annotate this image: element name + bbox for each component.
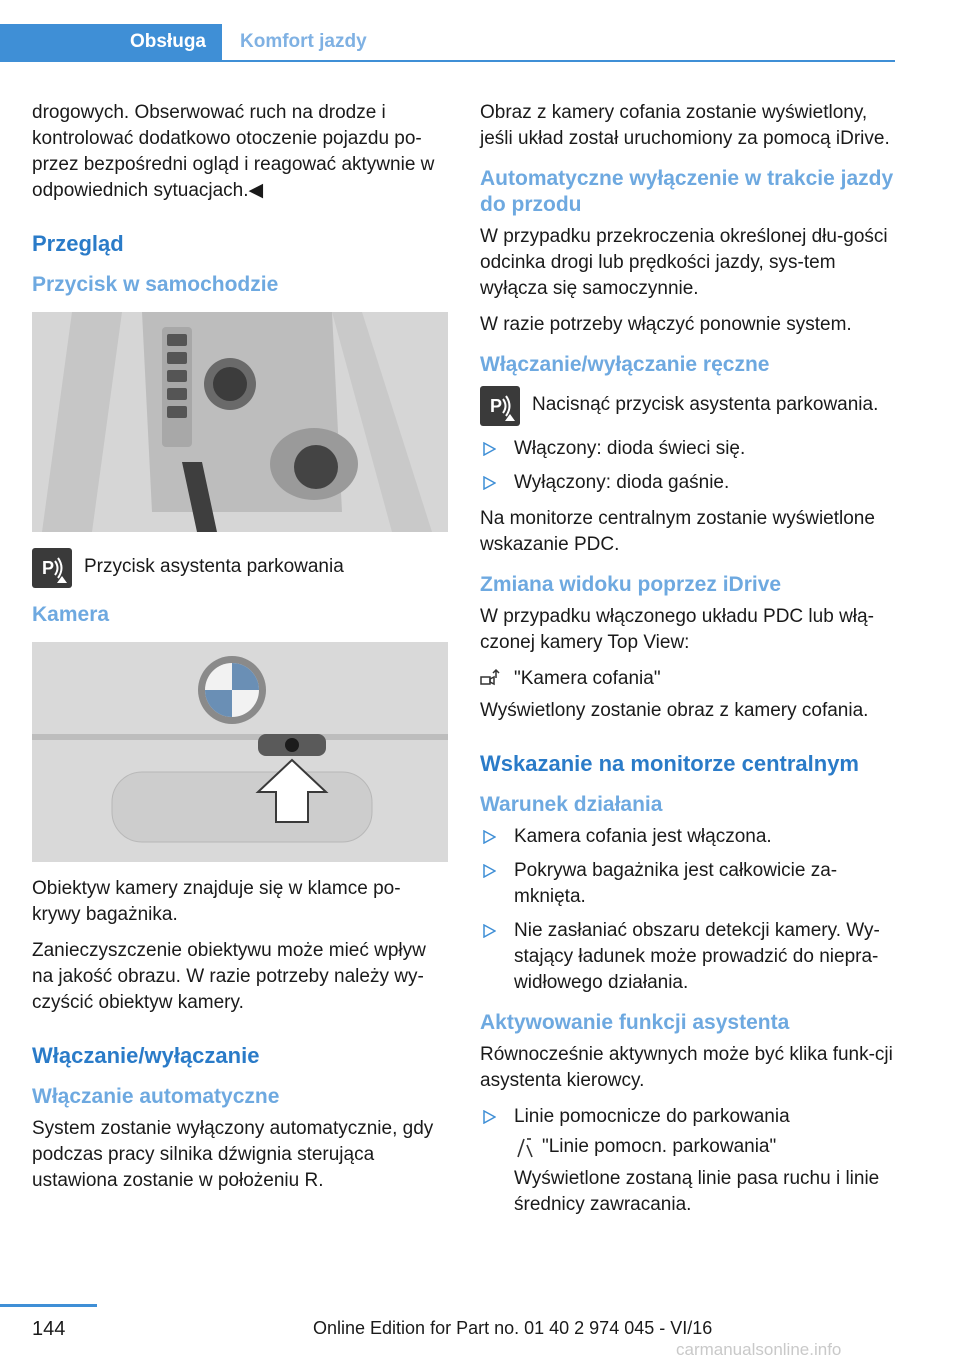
auto-off-paragraph-1: W przypadku przekroczenia określonej dłu‐gości odcinka drogi lub prędkości jazdy, sys‐tem wyłącza się samoczynnie. [480,226,888,299]
intro-paragraph: drogowych. Obserwować ruch na drodze i kontrolować dodatkowo otoczenie pojazdu po‐przez bezpośredni ogląd i reagować aktywnie w odpowiednich sytuacjach.◀ [32,102,435,201]
manual-paragraph: Na monitorze centralnym zostanie wyświetlone wskazanie PDC. [480,508,875,555]
header-tabs [0,24,895,62]
svg-text:P: P [490,396,503,416]
triangle-right-icon [482,1110,496,1124]
heading-on-off: Włączanie/wyłączanie [32,1043,260,1068]
button-caption: Przycisk asystenta parkowania [84,556,344,577]
left-column [32,100,448,1204]
center-console-illustration [32,312,448,532]
heading-auto-on: Włączanie automatyczne [32,1085,280,1108]
right-intro-paragraph: Obraz z kamery cofania zostanie wyświetlony, jeśli układ został uruchomiony za pomocą iDrive. [480,102,890,149]
tab-obsluga[interactable]: Obsługa [0,24,222,60]
triangle-right-icon [482,442,496,456]
manual-list [480,436,896,496]
camera-photo [32,642,448,862]
camera-menu-row [480,666,896,692]
svg-text:P: P [42,558,55,578]
triangle-right-icon [482,476,496,490]
manual-instruction: Nacisnąć przycisk asystenta parkowania. [532,394,879,415]
auto-on-paragraph: System zostanie wyłączony automatycznie, gdy podczas pracy silnika dźwignia sterująca ustawiona zostanie w położeniu R. [32,1118,434,1191]
heading-button-in-car: Przycisk w samochodzie [32,273,279,296]
condition-list [480,824,896,996]
heading-auto-off: Automatyczne wyłączenie w trakcie jazdy do przodu [480,167,894,216]
guide-lines-menu-row [514,1134,896,1160]
heading-manual: Włączanie/wyłączanie ręczne [480,353,770,376]
triangle-right-icon [482,924,496,938]
list-item: Włączony: dioda świeci się. [480,436,896,462]
manual-icon-row [480,384,896,426]
console-photo [32,312,448,532]
rear-camera-icon [480,668,502,690]
footer-edition: Online Edition for Part no. 01 40 2 974 045 - VI/16 [313,1318,713,1338]
park-assist-button-icon [32,548,72,588]
camera-menu-label: "Kamera cofania" [514,668,661,689]
tab-komfort-jazdy[interactable]: Komfort jazdy [240,31,367,52]
button-caption-row [32,546,448,588]
heading-camera: Kamera [32,603,110,626]
list-item: Kamera cofania jest włączona. [480,824,896,850]
right-column [480,100,896,1228]
footer-accent-line [0,1304,97,1307]
header-divider [0,60,895,62]
list-item: Linie pomocnicze do parkowania "Linie pomocn. parkowania" Wyświetlone zostaną linie pasa ruchu i linie średnicy zawracania. [480,1104,896,1218]
tailgate-camera-illustration [32,642,448,862]
assist-paragraph: Równocześnie aktywnych może być klika funk‐cji asystenta kierowcy. [480,1044,893,1091]
camera-dirt-paragraph: Zanieczyszczenie obiektywu może mieć wpływ na jakość obrazu. W razie potrzeby należy wy‐czyścić obiektyw kamery. [32,940,426,1013]
auto-off-paragraph-2: W razie potrzeby włączyć ponownie system. [480,314,852,335]
guide-lines-description: Wyświetlone zostaną linie pasa ruchu i linie średnicy zawracania. [514,1168,880,1215]
park-assist-button-icon [480,386,520,426]
parking-lines-icon [514,1136,536,1158]
heading-display: Wskazanie na monitorze centralnym [480,751,859,776]
view-paragraph: W przypadku włączonego układu PDC lub włą‐czonej kamery Top View: [480,606,874,653]
page-number: 144 [32,1318,66,1340]
view-paragraph-2: Wyświetlony zostanie obraz z kamery cofania. [480,700,869,721]
heading-condition: Warunek działania [480,793,663,816]
heading-view-change: Zmiana widoku poprzez iDrive [480,573,782,596]
heading-assist: Aktywowanie funkcji asystenta [480,1011,790,1034]
triangle-right-icon [482,830,496,844]
heading-overview: Przegląd [32,231,124,256]
triangle-right-icon [482,864,496,878]
camera-lens-paragraph: Obiektyw kamery znajduje się w klamce po‐krywy bagażnika. [32,878,401,925]
guide-lines-menu-label: "Linie pomocn. parkowania" [542,1136,777,1157]
assist-list [480,1104,896,1218]
watermark: carmanualsonline.info [676,1340,842,1359]
list-item: Wyłączony: dioda gaśnie. [480,470,896,496]
list-item: Nie zasłaniać obszaru detekcji kamery. Wy‐stający ładunek może prowadzić do niepra‐widłowego działania. [480,918,896,996]
list-item: Pokrywa bagażnika jest całkowicie za‐mknięta. [480,858,896,910]
